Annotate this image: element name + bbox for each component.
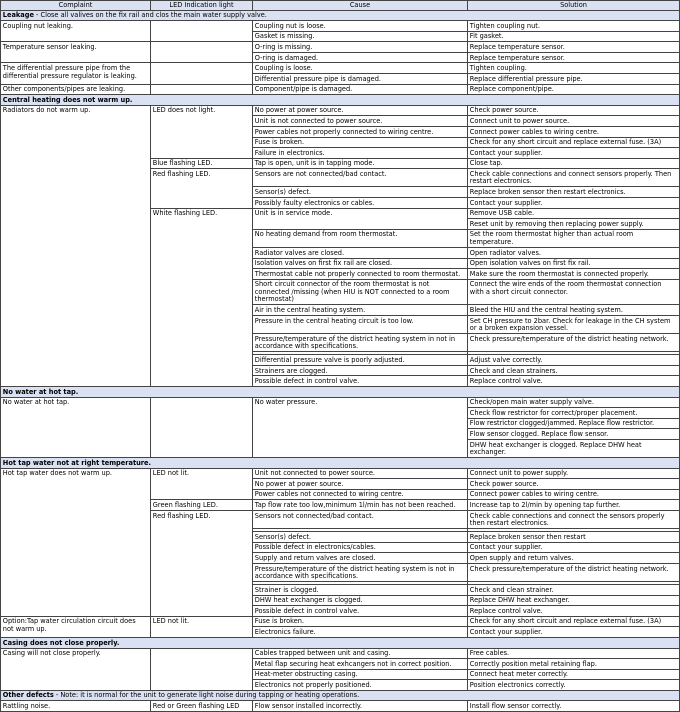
solution-cell: Open radiator valves. [468, 247, 680, 258]
cause-cell: O-ring is missing. [253, 42, 468, 53]
cause-cell: Differential pressure pipe is damaged. [253, 74, 468, 85]
cause-cell: Component/pipe is damaged. [253, 84, 468, 95]
cause-cell: Possible defect in control valve. [253, 376, 468, 387]
table-body [1, 10, 680, 711]
section-title: Central heating does not warm up. [2, 95, 133, 104]
solution-cell: Increase tap to 2l/min by opening tap further. [468, 500, 680, 511]
led-cell [151, 21, 253, 42]
cause-cell: Isolation valves on first fix rail are closed. [253, 258, 468, 269]
cause-cell: Pressure/temperature of the district heating system in not in accordance with specifications. [253, 334, 468, 352]
section-header [1, 95, 680, 106]
header-led-indication: LED Indication light [151, 1, 253, 11]
solution-cell: Connect unit to power source. [468, 116, 680, 127]
header-row [1, 1, 680, 11]
section-header [1, 637, 680, 648]
cause-cell: Cables trapped between unit and casing. [253, 648, 468, 659]
section-title: No water at hot tap. [2, 387, 79, 396]
table-row [1, 648, 680, 659]
cause-cell: Sensor(s) defect. [253, 187, 468, 198]
solution-cell: Flow restrictor clogged/jammed. Replace flow restrictor. [468, 418, 680, 429]
led-cell: Red or Green flashing LED [151, 701, 253, 712]
solution-cell: Replace broken sensor then restart [468, 532, 680, 543]
cause-cell: Pressure in the central heating circuit is too low. [253, 316, 468, 334]
cause-cell: Electronics not properly positioned. [253, 680, 468, 691]
section-header-row [1, 10, 680, 21]
table-row [1, 21, 680, 32]
table-row [1, 105, 680, 116]
solution-cell: Contact your supplier. [468, 627, 680, 638]
table-row [1, 63, 680, 74]
complaint-cell: Coupling nut leaking. [1, 21, 151, 42]
solution-cell: Replace control valve. [468, 606, 680, 617]
solution-cell: Make sure the room thermostat is connected properly. [468, 269, 680, 280]
table-row [1, 701, 680, 712]
led-cell [151, 84, 253, 95]
section-title: Other defects [2, 691, 54, 700]
section-header-row [1, 95, 680, 106]
section-note: - Close all valives on the fix rail and clos the main water supply valve. [33, 11, 267, 20]
solution-cell: Remove USB cable. [468, 208, 680, 219]
table-row [1, 42, 680, 53]
solution-cell: Replace differential pressure pipe. [468, 74, 680, 85]
solution-cell: Check for any short circuit and replace external fuse. (3A) [468, 137, 680, 148]
solution-cell: Connect power cables to wiring centre. [468, 489, 680, 500]
complaint-cell: Option:Tap water circulation circuit does not warm up. [1, 616, 151, 637]
cause-cell: Supply and return valves are closed. [253, 553, 468, 564]
complaint-cell: Hot tap water does not warm up. [1, 468, 151, 616]
cause-cell: Power cables not connected to wiring centre. [253, 489, 468, 500]
solution-cell: Connect unit to power supply. [468, 468, 680, 479]
cause-cell: Short circuit connector of the room thermostat is not connected /missing (when HIU is NOT connected to a room thermostat) [253, 279, 468, 305]
section-header-row [1, 690, 680, 701]
solution-cell: Replace component/pipe. [468, 84, 680, 95]
solution-cell: Set CH pressure to 2bar. Check for leakage in the CH system or a broken expansion vessel. [468, 316, 680, 334]
solution-cell: Adjust valve correctly. [468, 355, 680, 366]
cause-cell: Flow sensor installed incorrectly. [253, 701, 468, 712]
cause-cell: O-ring is damaged. [253, 52, 468, 63]
section-header [1, 690, 680, 701]
cause-cell: Sensor(s) defect. [253, 532, 468, 543]
led-cell [151, 648, 253, 690]
cause-cell: Tap is open, unit is in tapping mode. [253, 158, 468, 169]
cause-cell: Pressure/temperature of the district heating system is not in accordance with specifications. [253, 563, 468, 581]
section-header-row [1, 637, 680, 648]
complaint-cell: Other components/pipes are leaking. [1, 84, 151, 95]
cause-cell: No power at power source. [253, 105, 468, 116]
header-solution: Solution [468, 1, 680, 11]
cause-cell: Possibly faulty electronics or cables. [253, 198, 468, 209]
complaint-cell: No water at hot tap. [1, 397, 151, 457]
complaint-cell: The differential pressure pipe from the differential pressure regulator is leaking. [1, 63, 151, 84]
cause-cell: DHW heat exchanger is clogged. [253, 595, 468, 606]
led-cell [151, 42, 253, 63]
cause-cell: Strainers are clogged. [253, 365, 468, 376]
cause-cell: Failure in electronics. [253, 148, 468, 159]
header-complaint: Complaint [1, 1, 151, 11]
complaint-cell: Rattling noise. [1, 701, 151, 712]
led-cell: Red flashing LED. [151, 169, 253, 208]
section-header [1, 458, 680, 469]
solution-cell: Replace control valve. [468, 376, 680, 387]
solution-cell: Connect power cables to wiring centre. [468, 126, 680, 137]
solution-cell: Contact your supplier. [468, 198, 680, 209]
cause-cell: Possible defect in control valve. [253, 606, 468, 617]
solution-cell: Open supply and return valves. [468, 553, 680, 564]
solution-cell: Contact your supplier. [468, 542, 680, 553]
solution-cell: Replace temperature sensor. [468, 52, 680, 63]
solution-cell: Reset unit by removing then replacing power supply. [468, 219, 680, 230]
cause-cell: Coupling nut is loose. [253, 21, 468, 32]
solution-cell: Fit gasket. [468, 31, 680, 42]
solution-cell: Install flow sensor correctly. [468, 701, 680, 712]
solution-cell: Position electronics correctly. [468, 680, 680, 691]
cause-cell: No power at power source. [253, 479, 468, 490]
solution-cell: Connect the wire ends of the room thermostat connection with a short circuit connector. [468, 279, 680, 305]
solution-cell: Bleed the HIU and the central heating system. [468, 305, 680, 316]
header-cause: Cause [253, 1, 468, 11]
led-cell: LED does not light. [151, 105, 253, 158]
led-cell: Green flashing LED. [151, 500, 253, 511]
cause-cell: Differential pressure valve is poorly adjusted. [253, 355, 468, 366]
section-header [1, 387, 680, 398]
cause-cell: Fuse is broken. [253, 137, 468, 148]
cause-cell: Thermostat cable not properly connected to room thermostat. [253, 269, 468, 280]
solution-cell: Check power source. [468, 479, 680, 490]
section-header-row [1, 458, 680, 469]
solution-cell: Correctly position metal retaining flap. [468, 659, 680, 670]
complaint-cell: Radiators do not warm up. [1, 105, 151, 386]
solution-cell: Tighten coupling. [468, 63, 680, 74]
cause-cell: Strainer is clogged. [253, 585, 468, 596]
solution-cell: Set the room thermostat higher than actual room temperature. [468, 229, 680, 247]
solution-cell: Check for any short circuit and replace external fuse. (3A) [468, 616, 680, 627]
complaint-cell: Casing will not close properly. [1, 648, 151, 690]
solution-cell: Connect heat meter correctly. [468, 669, 680, 680]
cause-cell: Air in the central heating system. [253, 305, 468, 316]
led-cell: Red flashing LED. [151, 511, 253, 617]
solution-cell: Check cable connections and connect the sensors properly then restart electronics. [468, 511, 680, 529]
solution-cell: Replace temperature sensor. [468, 42, 680, 53]
complaint-cell: Temperature sensor leaking. [1, 42, 151, 63]
solution-cell: Check power source. [468, 105, 680, 116]
section-note: - Note: it is normal for the unit to generate light noise during tapping or heating operations. [53, 691, 360, 700]
solution-cell: Check pressure/temperature of the district heating network. [468, 334, 680, 352]
led-cell: Blue flashing LED. [151, 158, 253, 169]
led-cell: White flashing LED. [151, 208, 253, 386]
cause-cell: Heat-meter obstructing casing. [253, 669, 468, 680]
solution-cell: Check and clean strainers. [468, 365, 680, 376]
solution-cell: Open isolation valves on first fix rail. [468, 258, 680, 269]
table-row [1, 616, 680, 627]
cause-cell: Power cables not properly connected to wiring centre. [253, 126, 468, 137]
section-header [1, 10, 680, 21]
cause-cell: Tap flow rate too low,minimum 1l/min has not been reached. [253, 500, 468, 511]
table-row [1, 84, 680, 95]
solution-cell: Check/open main water supply valve. [468, 397, 680, 408]
table-row [1, 468, 680, 479]
solution-cell: Flow sensor clogged. Replace flow sensor. [468, 429, 680, 440]
solution-cell: Replace broken sensor then restart electronics. [468, 187, 680, 198]
solution-cell: Contact your supplier. [468, 148, 680, 159]
solution-cell: Replace DHW heat exchanger. [468, 595, 680, 606]
solution-cell: DHW heat exchanger is clogged. Replace DHW heat exchanger. [468, 439, 680, 457]
led-cell: LED not lit. [151, 468, 253, 500]
cause-cell: No water pressure. [253, 397, 468, 457]
cause-cell: Gasket is missing. [253, 31, 468, 42]
led-cell [151, 63, 253, 84]
cause-cell: Coupling is loose. [253, 63, 468, 74]
solution-cell: Check cable connections and connect sensors properly. Then restart electronics. [468, 169, 680, 187]
cause-cell: Unit is not connected to power source. [253, 116, 468, 127]
section-title: Hot tap water not at right temperature. [2, 458, 152, 467]
cause-cell: Sensors are not connected/bad contact. [253, 169, 468, 187]
solution-cell: Check flow restrictor for correct/proper placement. [468, 408, 680, 419]
solution-cell: Check and clean strainer. [468, 585, 680, 596]
led-cell [151, 397, 253, 457]
cause-cell: Unit is in service mode. [253, 208, 468, 229]
solution-cell: Tighten coupling nut. [468, 21, 680, 32]
cause-cell: Sensors not connected/bad contact. [253, 511, 468, 529]
section-title: Casing does not close properly. [2, 638, 120, 647]
solution-cell: Check pressure/temperature of the district heating network. [468, 563, 680, 581]
cause-cell: Fuse is broken. [253, 616, 468, 627]
section-header-row [1, 387, 680, 398]
cause-cell: Unit not connected to power source. [253, 468, 468, 479]
cause-cell: Radiator valves are closed. [253, 247, 468, 258]
cause-cell: Possible defect in electronics/cables. [253, 542, 468, 553]
solution-cell: Close tap. [468, 158, 680, 169]
cause-cell: No heating demand from room thermostat. [253, 229, 468, 247]
solution-cell: Free cables. [468, 648, 680, 659]
cause-cell: Metal flap securing heat exhcangers not in correct position. [253, 659, 468, 670]
led-cell: LED not lit. [151, 616, 253, 637]
table-row [1, 397, 680, 408]
cause-cell: Electronics failure. [253, 627, 468, 638]
section-title: Leakage [2, 11, 34, 20]
